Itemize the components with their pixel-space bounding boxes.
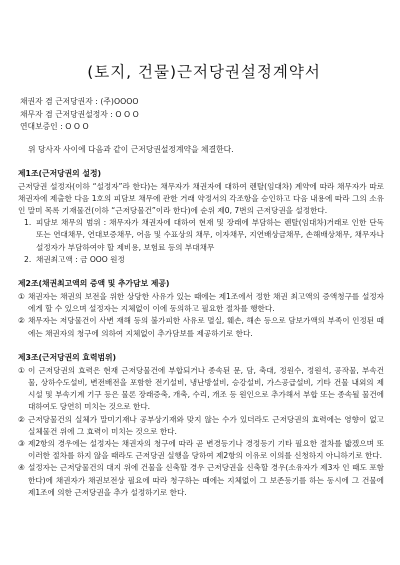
article-1 (18, 168, 384, 266)
parties-block (20, 96, 384, 134)
item-marker: ④ (18, 463, 25, 473)
list-item (18, 365, 384, 414)
list-item (18, 291, 384, 315)
item-text: 이 근저당권의 효력은 현재 근저당물건에 부합되거나 종속된 문, 담, 축대, 정원수, 정원석, 공작물, 부속건물, 상하수도설비, 변전배전을 포함한 전기설비, 냉난방설비, 승강설비, 가스공급설비, 기타 건물 내외의 제시설 및 부속기계 기구 등은 물론 장래증축, 개축, 수리, 개조 등 원인으로 추가해서 부합 또는 종속될 물건에 대하여도 당연히 미치는 것으로 한다. (28, 365, 384, 412)
item-text: 설정자는 근저당물건의 대지 위에 건물을 신축할 경우 근저당권을 신축할 경우(소유자가 제3자 인 때도 포함한다)에 채권자가 채권보전상 필요에 따라 청구하는 때에는 지체없이 그 보존등기를 하는 동시에 그 건물에 제1조에 의한 근저당권을 추가 설정하기로 한다. (28, 463, 384, 497)
party-label: 채권자 겸 근저당권자 (20, 97, 93, 106)
item-text: 근저당물건의 실체가 말미기재나 공부상기재와 맞지 않는 수가 있더라도 근저당권의 효력에는 영향이 없고 실체물건 위에 그 효력이 미치는 것으로 한다. (28, 414, 384, 436)
article-2 (18, 278, 384, 340)
party-value: O O O (65, 122, 89, 131)
party-value: O O O (115, 109, 139, 119)
list-item (18, 315, 384, 339)
list-item (18, 414, 384, 438)
list-item (18, 438, 384, 462)
item-marker: ① (18, 291, 25, 301)
article-title: 제3조(근저당권의 효력범위) (18, 352, 117, 362)
article-body: 근저당권 설정자(이하 “설정자”라 한다)는 채무자가 채권자에 대하여 렌탈(임대차) 계약에 따라 채무자가 따로 채권자에 제출한 다음 1호의 피담보 채무에 관한 거래 약정서의 각조항을 승인하고 다음 내용에 따라 그의 소유인 말미 목록 기재물건(이하 “근저당물건”이라 한다)에 순위 제0, 7번의 근저당권을 설정한다. (18, 181, 384, 215)
list-item (18, 462, 384, 499)
item-marker: ② (18, 316, 25, 326)
article-title: 제2조(채권최고액의 증액 및 추가담보 제공) (18, 278, 170, 288)
item-text: 피담보 채무의 범위 : 채무자가 채권자에 대하여 현재 및 장래에 부담하는 렌탈(임대차)거래로 인한 단독 또는 연대채무, 연대보증채무, 어음 및 수표상의 채무, 이자채무, 지연배상금채무, 손해배상채무, 채무자나 설정자가 부담하여야 할 제비용, 보험료 등의 부대채무 (36, 218, 384, 252)
item-text: 채권자는 채권의 보전을 위한 상당한 사유가 있는 때에는 제1조에서 정한 채권 최고액의 증액청구를 설정자에게 할 수 있으며 설정자는 지체없이 이에 동의하고 필요한 절차를 행한다. (28, 291, 384, 314)
party-label: 채무자 겸 근저당권설정자 (20, 109, 108, 119)
item-text: 제2항의 경우에는 설정자는 채권자의 청구에 따라 곧 변경등기나 경정등기 기타 필요한 절차를 밟겠으며 또 이러한 절차를 하지 않을 때라도 근저당권 실행을 당하여 제2항의 이유로 이의를 신청하지 아니하기로 한다. (28, 438, 384, 461)
document-title: (토지, 건물)근저당권설정계약서 (87, 63, 321, 81)
article-item-list (18, 365, 384, 499)
item-marker: ① (18, 365, 25, 375)
party-debtor: 채무자 겸 근저당권설정자 : O O O (20, 109, 139, 119)
list-item (18, 254, 384, 266)
article-3 (18, 352, 384, 499)
list-item (18, 217, 384, 254)
item-marker: ③ (18, 438, 25, 448)
party-creditor: 채권자 겸 근저당권자 : (주)OOOO (20, 97, 139, 106)
item-marker: ② (18, 414, 25, 424)
article-item-list (18, 291, 384, 340)
party-guarantor: 연대보증인 : O O O (20, 122, 89, 131)
party-value: (주)OOOO (100, 97, 139, 106)
item-marker: 1. (24, 218, 32, 228)
item-text: 채무자는 저당물건이 사변 재해 등의 불가피한 사유로 멸실, 훼손, 해손 등으로 담보가액의 부족이 인정된 때에는 채권자의 청구에 의하여 지체없이 추가담보를 제공하기로 한다. (28, 316, 384, 338)
article-item-list (18, 217, 384, 266)
item-marker: 2. (24, 254, 32, 264)
party-label: 연대보증인 (20, 122, 58, 131)
intro-sentence: 위 당사자 사이에 다음과 같이 근저당권설정계약을 체결한다. (28, 144, 234, 154)
article-title: 제1조(근저당권의 설정) (18, 168, 102, 178)
item-text: 채권최고액 : 금 OOO 원정 (36, 254, 125, 264)
